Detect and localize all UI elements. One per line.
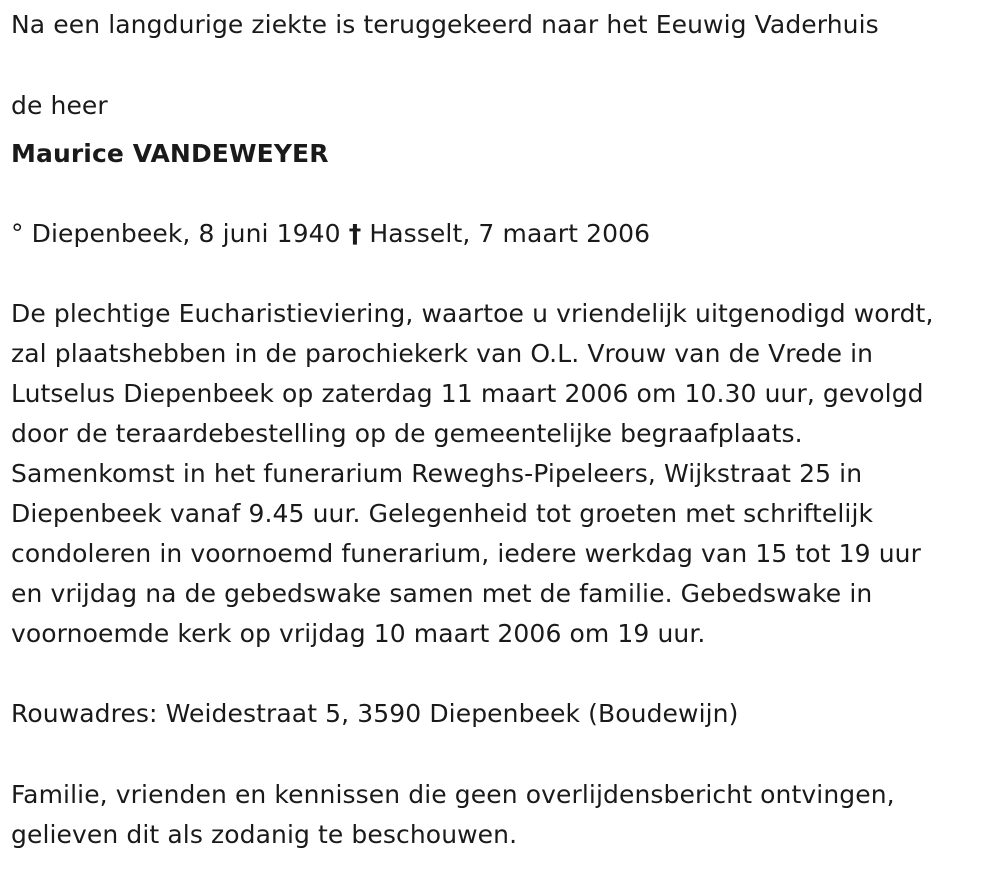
honorific: de heer [11,91,108,120]
cross-icon: † [348,219,362,248]
ceremony-line: door de teraardebestelling op de gemeentelijke begraafplaats. [11,419,803,448]
mourning-address: Rouwadres: Weidestraat 5, 3590 Diepenbeek (Boudewijn) [11,699,739,728]
ceremony-line: zal plaatshebben in de parochiekerk van O.L. Vrouw van de Vrede in [11,339,874,368]
ceremony-line: voornoemde kerk op vrijdag 10 maart 2006 om 19 uur. [11,619,706,648]
ceremony-line: De plechtige Eucharistieviering, waartoe u vriendelijk uitgenodigd wordt, [11,299,934,328]
ceremony-line: condoleren in voornoemd funerarium, iedere werkdag van 15 tot 19 uur [11,539,921,568]
closing-line: Familie, vrienden en kennissen die geen overlijdensbericht ontvingen, [11,780,895,809]
ceremony-line: Lutselus Diepenbeek op zaterdag 11 maart 2006 om 10.30 uur, gevolgd [11,379,924,408]
ceremony-line: Samenkomst in het funerarium Reweghs-Pipeleers, Wijkstraat 25 in [11,459,863,488]
ceremony-line: en vrijdag na de gebedswake samen met de familie. Gebedswake in [11,579,873,608]
birth-info: Diepenbeek, 8 juni 1940 [31,219,341,248]
death-info: Hasselt, 7 maart 2006 [369,219,651,248]
deceased-name: Maurice VANDEWEYER [11,139,329,168]
birth-mark: ° [11,219,24,248]
closing-line: gelieven dit als zodanig te beschouwen. [11,820,518,849]
intro-text: Na een langdurige ziekte is teruggekeerd naar het Eeuwig Vaderhuis [11,10,879,39]
ceremony-line: Diepenbeek vanaf 9.45 uur. Gelegenheid tot groeten met schriftelijk [11,499,874,528]
birth-death-line [11,214,650,254]
